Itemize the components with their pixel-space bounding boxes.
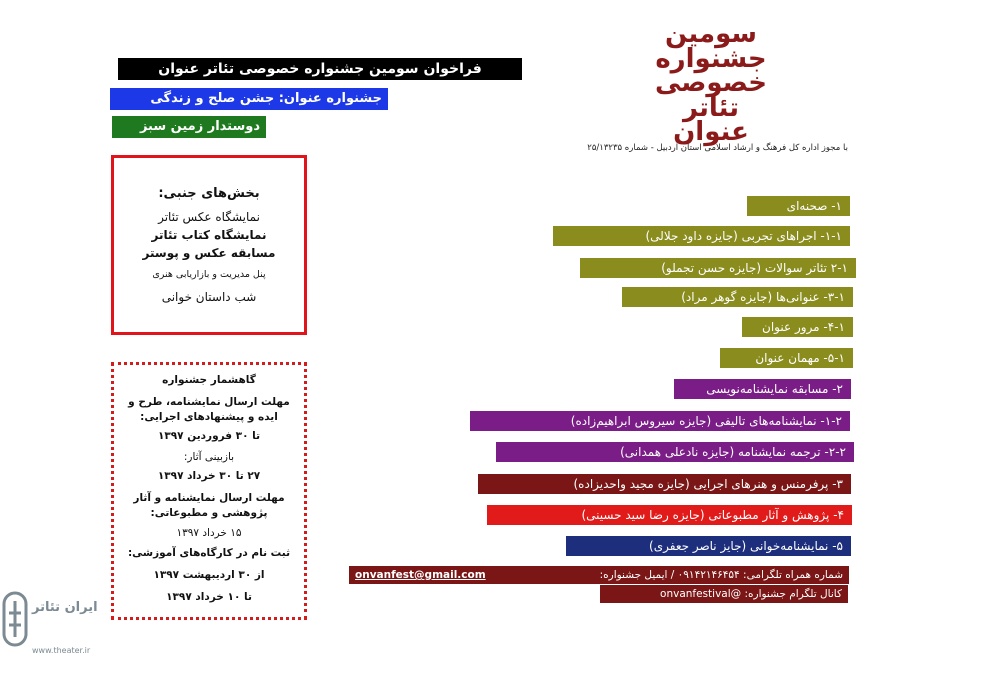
side-section-item: نمایشگاه عکس تئاتر — [158, 210, 260, 224]
side-section-item: شب داستان خوانی — [161, 290, 257, 304]
email-link[interactable]: onvanfest@gmail.com — [355, 569, 486, 581]
schedule-date: تا ۳۰ فروردین ۱۳۹۷ — [157, 430, 261, 442]
section-bar: ۴-۱- مرور عنوان — [742, 317, 853, 337]
festival-logo — [598, 19, 824, 147]
section-bar: ۵- نمایشنامه‌خوانی (جایز ناصر جعفری) — [566, 536, 851, 556]
green-earth-label: دوستدار زمین سبز — [112, 116, 266, 138]
schedule-date: ۱۵ خرداد ۱۳۹۷ — [176, 527, 242, 539]
section-bar: ۱-۱- اجراهای تجربی (جایزه داود جلالی) — [553, 226, 850, 246]
section-bar: ۱- صحنه‌ای — [747, 196, 850, 216]
schedule-date: تا ۱۰ خرداد ۱۳۹۷ — [166, 591, 252, 603]
logo-line: جشنواره — [655, 43, 767, 74]
logo-line: سومین — [665, 19, 757, 49]
contact-phone-email — [349, 566, 849, 584]
telegram-handle[interactable]: @onvanfestival — [660, 588, 742, 600]
schedule-line: پژوهشی و مطبوعاتی: — [150, 507, 268, 519]
schedule-line: مهلت ارسال نمایشنامه و آثار — [133, 492, 285, 504]
watermark-url: www.theater.ir — [32, 646, 91, 655]
schedule-line: مهلت ارسال نمایشنامه، طرح و — [128, 396, 290, 408]
telegram-label: کانال تلگرام جشنواره: — [744, 588, 842, 600]
schedule-title: گاهشمار جشنواره — [162, 374, 256, 386]
section-bar: ۳-۱- عنوانی‌ها (جایزه گوهر مراد) — [622, 287, 853, 307]
permit-note: با مجوز اداره کل فرهنگ و ارشاد اسلامی استان اردبیل - شماره ۲۵/۱۳۲۳۵ — [587, 143, 848, 153]
side-sections-title: بخش‌های جنبی: — [158, 186, 260, 201]
section-bar: ۳- پرفرمنس و هنرهای اجرایی (جایزه مجید واحدیزاده) — [478, 474, 851, 494]
schedule-line: بازبینی آثار: — [183, 451, 235, 463]
side-section-item: مسابقه عکس و پوستر — [142, 246, 276, 260]
contact-label: شماره همراه تلگرامی: ۰۹۱۴۲۱۴۶۴۵۴ / ایمیل جشنواره: — [599, 569, 843, 581]
section-bar: ۵-۱- مهمان عنوان — [720, 348, 853, 368]
side-section-item: پنل مدیریت و بازاریابی هنری — [152, 269, 266, 280]
section-bar: ۱-۲- نمایشنامه‌های تالیفی (جایزه سیروس ابراهیم‌زاده) — [470, 411, 850, 431]
schedule-date: از ۳۰ اردیبهشت ۱۳۹۷ — [153, 569, 265, 581]
watermark-brand: ایران تئاتر — [32, 600, 98, 615]
logo-line: تئاتر — [682, 92, 740, 123]
logo-line: خصوصی — [654, 68, 768, 98]
side-section-item: نمایشگاه کتاب تئاتر — [151, 228, 267, 242]
schedule-line: ایده و پیشنهادهای اجرایی: — [140, 411, 278, 423]
section-bar: ۲-۱ تئاتر سوالات (جایزه حسن تجملو) — [580, 258, 856, 278]
section-bar: ۲-۲- ترجمه نمایشنامه (جایزه نادعلی همدانی) — [496, 442, 854, 462]
festival-theme: جشنواره عنوان: جشن صلح و زندگی — [110, 88, 388, 110]
section-bar: ۴- پژوهش و آثار مطبوعاتی (جایزه رضا سید حسینی) — [487, 505, 852, 525]
logo-line: عنوان — [673, 117, 749, 147]
festival-title: فراخوان سومین جشنواره خصوصی تئاتر عنوان — [118, 58, 522, 80]
schedule-box — [111, 362, 307, 620]
side-sections-box — [111, 155, 307, 335]
section-bar: ۲- مسابقه نمایشنامه‌نویسی — [674, 379, 851, 399]
schedule-line: ثبت نام در کارگاه‌های آموزشی: — [127, 547, 291, 559]
contact-telegram — [600, 585, 848, 603]
schedule-date: ۲۷ تا ۳۰ خرداد ۱۳۹۷ — [157, 470, 261, 482]
